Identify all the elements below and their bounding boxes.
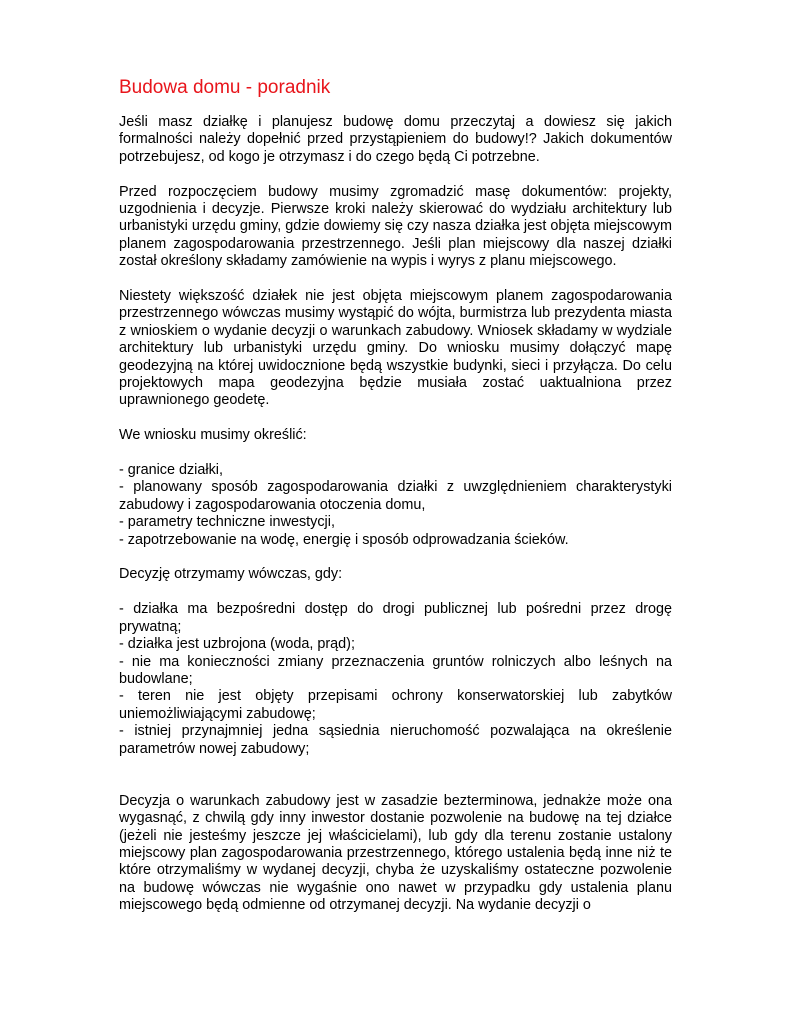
list-item: - nie ma konieczności zmiany przeznaczenia gruntów rolniczych albo leśnych na budowlane; <box>119 653 672 687</box>
list-item: - istniej przynajmniej jedna sąsiednia nieruchomość pozwalająca na określenie parametrów nowej zabudowy; <box>119 723 672 757</box>
application-requirements-list <box>119 462 672 549</box>
document-page <box>119 76 672 915</box>
list-item: - działka ma bezpośredni dostęp do drogi publicznej lub pośredni przez drogę prywatną; <box>119 601 672 635</box>
spacer <box>119 410 672 427</box>
page-title: Budowa domu - poradnik <box>119 77 331 98</box>
spacer <box>119 166 672 183</box>
intro-paragraph: Jeśli masz działkę i planujesz budowę domu przeczytaj a dowiesz się jakich formalności należy dopełnić przed przystąpieniem do budowy!? Jakich dokumentów potrzebujesz, od kogo je otrzymasz i do czego będą Ci potrzebne. <box>119 114 672 165</box>
documents-paragraph: Przed rozpoczęciem budowy musimy zgromadzić masę dokumentów: projekty, uzgodnienia i decyzje. Pierwsze kroki należy skierować do wydziału architektury lub urbanistyki urzędu gminy, gdzie dowiemy się czy nasza działka jest objęta miejscowym planem zagospodarowania przestrzennego. Jeśli plan miejscowy dla naszej działki został określony składamy zamówienie na wypis i wyrys z planu miejscowego. <box>119 183 672 270</box>
spacer <box>119 445 672 462</box>
spacer <box>119 758 672 793</box>
list-item: - parametry techniczne inwestycji, <box>119 514 335 531</box>
list-item: - działka jest uzbrojona (woda, prąd); <box>119 636 355 653</box>
decision-intro: Decyzję otrzymamy wówczas, gdy: <box>119 566 343 583</box>
list-item: - planowany sposób zagospodarowania działki z uwzględnieniem charakterystyki zabudowy i zagospodarowania otoczenia domu, <box>119 479 672 513</box>
application-intro: We wniosku musimy określić: <box>119 427 307 444</box>
decision-validity-paragraph: Decyzja o warunkach zabudowy jest w zasadzie bezterminowa, jednakże może ona wygasnąć, z chwilą gdy inny inwestor dostanie pozwolenie na budowę na tej działce (jeżeli nie jesteśmy jeszcze jej właścicielami), lub gdy dla terenu zostanie ustalony miejscowy plan zagospodarowania przestrzennego, którego ustalenia będą inne niż te które otrzymaliśmy w wydanej decyzji, chyba że uzyskaliśmy ostateczne pozwolenie na budowę wówczas nie wygaśnie ono nawet w przypadku gdy ustalenia planu miejscowego będą odmienne od otrzymanej decyzji. Na wydanie decyzji o <box>119 792 672 914</box>
list-item: - teren nie jest objęty przepisami ochrony konserwatorskiej lub zabytków uniemożliwiającymi zabudowę; <box>119 688 672 722</box>
zoning-paragraph: Niestety większość działek nie jest objęta miejscowym planem zagospodarowania przestrzennego wówczas musimy wystąpić do wójta, burmistrza lub prezydenta miasta z wnioskiem o wydanie decyzji o warunkach zabudowy. Wniosek składamy w wydziale architektury lub urbanistyki urzędu gminy. Do wniosku musimy dołączyć mapę geodezyjną na której uwidocznione będą wszystkie budynki, sieci i przyłącza. Do celu projektowych mapa geodezyjna będzie musiała zostać uaktualniona przez uprawnionego geodetę. <box>119 288 672 409</box>
decision-conditions-list <box>119 601 672 758</box>
spacer <box>119 584 672 601</box>
spacer <box>119 271 672 288</box>
spacer <box>119 549 672 566</box>
list-item: - granice działki, <box>119 462 223 479</box>
list-item: - zapotrzebowanie na wodę, energię i sposób odprowadzania ścieków. <box>119 531 569 548</box>
